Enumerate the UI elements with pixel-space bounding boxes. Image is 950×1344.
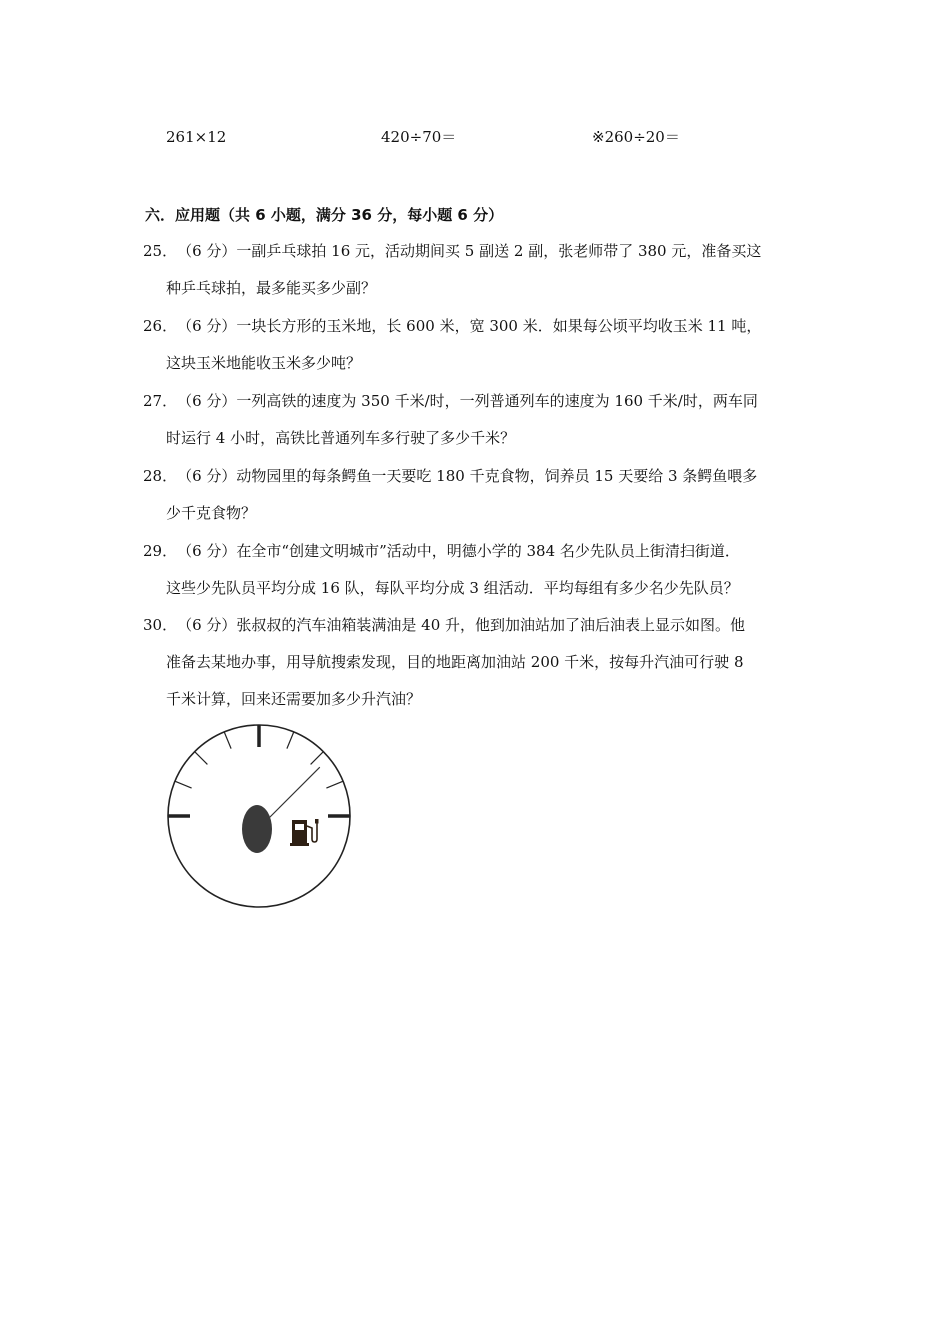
question-line: [143, 465, 757, 487]
gauge-tick: [311, 752, 324, 765]
question-line: [143, 614, 745, 636]
gauge-ticks: [168, 725, 350, 816]
expression-3: ※260÷20＝: [592, 128, 680, 146]
fuel-pump-icon: [290, 819, 319, 846]
question-text: （6 分）动物园里的每条鳄鱼一天要吃 180 千克食物，饲养员 15 天要给 3 条鳄鱼喂多: [177, 467, 758, 485]
gauge-hub: [242, 805, 272, 853]
question-text: 少千克食物？: [166, 504, 257, 522]
gauge-tick: [175, 781, 192, 788]
question-number: 27．: [143, 392, 178, 410]
expression-1: 261×12: [166, 128, 227, 146]
section-title: 六．应用题（共 6 小题，满分 36 分，每小题 6 分）: [145, 206, 504, 224]
question-text: 时运行 4 小时，高铁比普通列车多行驶了多少千米？: [166, 429, 516, 447]
expression-2: 420÷70＝: [381, 128, 457, 146]
question-line: [143, 315, 761, 337]
gauge-tick: [326, 781, 343, 788]
question-text: （6 分）张叔叔的汽车油箱装满油是 40 升，他到加油站加了油后油表上显示如图。他: [177, 616, 746, 634]
question-number: 30．: [143, 616, 178, 634]
question-text: 千米计算，回来还需要加多少升汽油？: [166, 690, 422, 708]
question-number: 28．: [143, 467, 178, 485]
question-number: 29．: [143, 542, 178, 560]
gauge-tick: [287, 732, 294, 749]
question-text: 种乒乓球拍，最多能买多少副？: [166, 279, 377, 297]
question-text: 这块玉米地能收玉米多少吨？: [166, 354, 362, 372]
fuel-gauge: [160, 718, 360, 918]
question-text: （6 分）在全市“创建文明城市”活动中，明德小学的 384 名少先队员上街清扫街道．: [177, 542, 740, 560]
question-text: （6 分）一块长方形的玉米地，长 600 米，宽 300 米．如果每公顷平均收玉米 11 吨，: [177, 317, 762, 335]
question-text: （6 分）一列高铁的速度为 350 千米/时，一列普通列车的速度为 160 千米/时，两车同: [177, 392, 758, 410]
question-line: [143, 390, 758, 412]
question-number: 25．: [143, 242, 178, 260]
question-line: [143, 540, 740, 562]
question-number: 26．: [143, 317, 178, 335]
gauge-tick: [224, 732, 231, 749]
question-text: 这些少先队员平均分成 16 队，每队平均分成 3 组活动．平均每组有多少名少先队员？: [166, 579, 739, 597]
question-line: [143, 240, 761, 262]
question-text: 准备去某地办事，用导航搜索发现，目的地距离加油站 200 千米，按每升汽油可行驶 8: [166, 653, 744, 671]
gauge-tick: [195, 752, 208, 765]
question-text: （6 分）一副乒乓球拍 16 元，活动期间买 5 副送 2 副，张老师带了 380 元，准备买这: [177, 242, 762, 260]
